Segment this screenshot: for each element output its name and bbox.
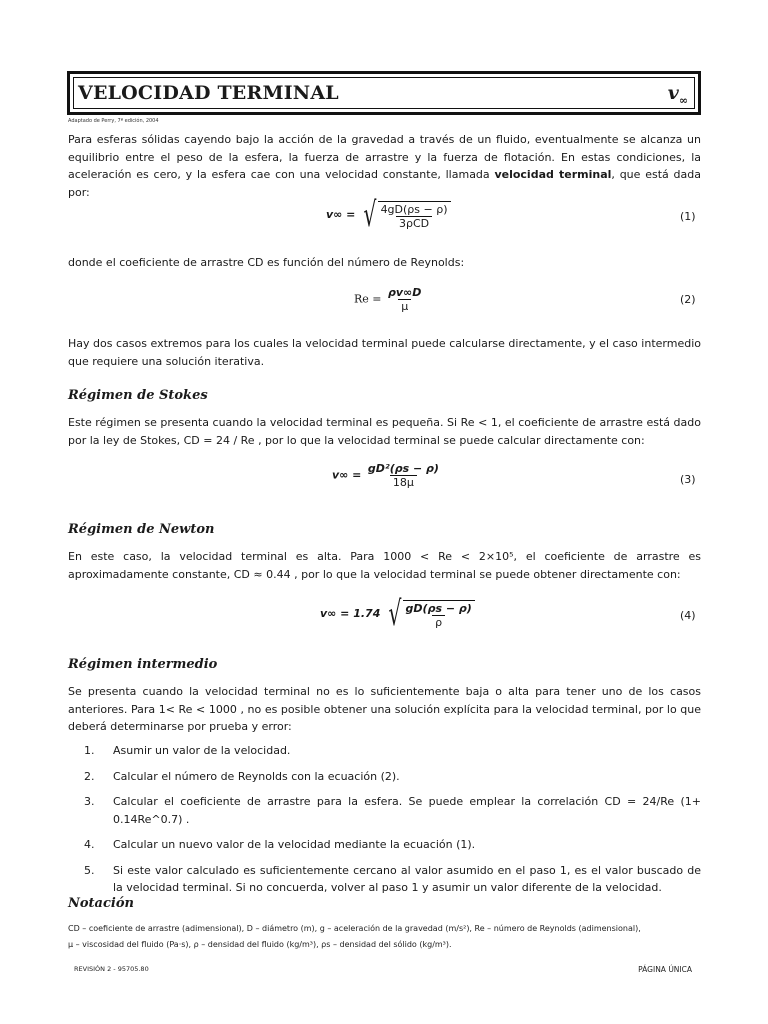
equation-2 [354,286,424,313]
eq1-lhs: v∞ = [326,208,356,221]
eq4-number: (4) [680,609,696,622]
eq3-number: (3) [680,473,696,486]
eq2-numerator: ρv∞D [388,286,422,299]
source-note: Adaptado de Perry, 7ª edición, 2004 [68,118,159,124]
eq2-denominator: μ [398,299,411,313]
list-item [84,793,701,828]
step-text: Asumir un valor de la velocidad. [113,744,291,757]
eq2-number: (2) [680,293,696,306]
step-text: Si este valor calculado es suficientemente cercano al valor asumido en el paso 1, es el valor buscado de la velocidad terminal. Si no concuerda, volver al paso 1 y asumir un valor diferente de la velocidad. [113,863,701,894]
newton-heading: Régimen de Newton [68,522,215,537]
eq4-radical [384,594,475,634]
title-symbol-main: v [667,82,679,104]
intro-text-2: , que está dada por: [68,168,701,199]
equation-3 [332,462,442,489]
cases-paragraph: Hay dos casos extremos para los cuales la velocidad terminal puede calcularse directamente, y el caso intermedio que requiere una solución iterativa. [68,337,701,368]
eq1-numerator: 4gD(ρs − ρ) [380,202,448,216]
step-number: 1. [84,744,95,757]
intro-text-1: Para esferas sólidas cayendo bajo la acción de la gravedad a través de un fluido, eventualmente se alcanza un equilibrio entre el peso de la esfera, la fuerza de arrastre y la fuerza de flotación. En estas condiciones, la aceleración es cero, y la esfera cae con una velocidad constante, llamada [68,133,701,181]
step-number: 5. [84,863,95,877]
notation-heading: Notación [68,896,134,911]
eq1-note: donde el coeficiente de arrastre CD es función del número de Reynolds: [68,256,465,269]
intro-bold: velocidad terminal [494,168,612,181]
intermediate-paragraph: Se presenta cuando la velocidad terminal no es lo suficientemente baja o alta para tener uno de los casos anteriores. Para 1< Re < 1000 , no es posible obtener una solución explícita para la velocidad terminal, por lo que deberá determinarse por prueba y error: [68,685,701,733]
eq1-denominator: 3ρCD [396,216,432,230]
eq1-number: (1) [680,210,696,223]
eq2-lhs: Re = [354,292,382,306]
sqrt-icon: √ [363,195,377,235]
step-number: 4. [84,838,95,851]
eq3-denominator: 18μ [390,475,417,489]
list-item [84,862,701,897]
step-text: Calcular el número de Reynolds con la ecuación (2). [113,769,400,783]
footer-revision: REVISIÓN 2 - 95705.80 [74,965,149,973]
notation-text [68,921,701,953]
steps-list [84,742,701,897]
stokes-paragraph: Este régimen se presenta cuando la velocidad terminal es pequeña. Si Re < 1, el coeficiente de arrastre está dado por la ley de Stokes, CD = 24 / Re , por lo que la velocidad terminal se puede calcular directamente con: [68,416,701,447]
title-symbol-sub: ∞ [678,93,688,107]
eq3-lhs: v∞ = [332,468,362,482]
list-item [84,742,701,760]
equation-4 [320,594,475,634]
step-text: Calcular el coeficiente de arrastre para la esfera. Se puede emplear la correlación CD = 24/Re (1+ 0.14Re^0.7) . [113,795,701,826]
sqrt-icon: √ [388,594,402,634]
notation-line-1: CD – coeficiente de arrastre (adimensional), D – diámetro (m), g – aceleración de la gravedad (m/s²), Re – número de Reynolds (adimensional), [68,924,641,933]
step-number: 3. [84,795,95,808]
step-text: Calcular un nuevo valor de la velocidad mediante la ecuación (1). [113,838,476,851]
newton-paragraph: En este caso, la velocidad terminal es alta. Para 1000 < Re < 2×10⁵, el coeficiente de arrastre es aproximadamente constante, CD ≈ 0.44 , por lo que la velocidad terminal se puede obtener directamente con: [68,550,701,581]
step-number: 2. [84,769,95,783]
eq4-denominator: ρ [432,615,445,629]
eq4-lhs: v∞ = 1.74 [320,607,381,620]
footer-page: PÁGINA ÚNICA [638,965,692,974]
eq4-numerator: gD(ρs − ρ) [405,601,472,615]
title-symbol [668,82,688,107]
stokes-heading: Régimen de Stokes [68,388,208,403]
title-box [67,71,701,115]
eq3-numerator: gD²(ρs − ρ) [367,462,439,475]
page-title: VELOCIDAD TERMINAL [78,82,339,104]
eq1-radical [359,195,451,235]
intermediate-heading: Régimen intermedio [68,657,218,672]
list-item [84,836,701,854]
list-item [84,768,701,786]
intro-paragraph [68,131,701,201]
notation-line-2: μ – viscosidad del fluido (Pa·s), ρ – densidad del fluido (kg/m³), ρs – densidad del sólido (kg/m³). [68,940,452,949]
equation-1 [326,195,451,235]
